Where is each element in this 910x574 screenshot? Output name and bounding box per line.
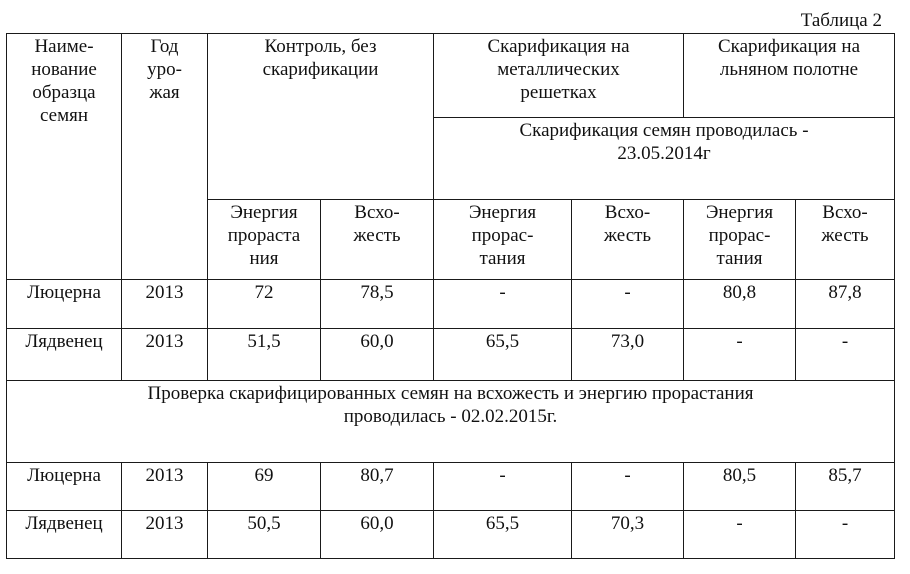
cell: 65,5 xyxy=(434,511,572,559)
cell: - xyxy=(434,463,572,511)
cell: 87,8 xyxy=(796,280,895,329)
header-harvest-year: Год уро- жая xyxy=(122,34,208,280)
header-linen-scarification: Скарификация на льняном полотне xyxy=(684,34,895,118)
cell: 2013 xyxy=(122,280,208,329)
cell: - xyxy=(796,329,895,381)
cell: 72 xyxy=(208,280,321,329)
cell: 60,0 xyxy=(321,511,434,559)
cell: 2013 xyxy=(122,329,208,381)
cell: - xyxy=(684,511,796,559)
cell: 80,7 xyxy=(321,463,434,511)
cell: 51,5 xyxy=(208,329,321,381)
header-control-energy: Энергия прораста ния xyxy=(208,200,321,280)
header-metal-germination: Всхо- жесть xyxy=(572,200,684,280)
cell: 50,5 xyxy=(208,511,321,559)
cell: Люцерна xyxy=(7,280,122,329)
cell: 78,5 xyxy=(321,280,434,329)
cell: 80,8 xyxy=(684,280,796,329)
scarification-date-note: Скарификация семян проводилась - 23.05.2014г xyxy=(434,118,895,200)
cell: 70,3 xyxy=(572,511,684,559)
header-metal-scarification: Скарификация на металлических решетках xyxy=(434,34,684,118)
table-row xyxy=(7,329,895,381)
cell: Лядвенец xyxy=(7,329,122,381)
cell: 2013 xyxy=(122,463,208,511)
cell: 65,5 xyxy=(434,329,572,381)
germination-check-note: Проверка скарифицированных семян на всхожесть и энергию прорастания проводилась - 02.02.2015г. xyxy=(7,381,895,463)
cell: Лядвенец xyxy=(7,511,122,559)
header-linen-germination: Всхо- жесть xyxy=(796,200,895,280)
cell: Люцерна xyxy=(7,463,122,511)
header-control: Контроль, без скарификации xyxy=(208,34,434,200)
cell: 80,5 xyxy=(684,463,796,511)
table-row xyxy=(7,511,895,559)
table-caption: Таблица 2 xyxy=(800,10,882,31)
header-linen-energy: Энергия прорас- тания xyxy=(684,200,796,280)
header-metal-energy: Энергия прорас- тания xyxy=(434,200,572,280)
cell: 73,0 xyxy=(572,329,684,381)
cell: 85,7 xyxy=(796,463,895,511)
cell: - xyxy=(434,280,572,329)
header-control-germination: Всхо- жесть xyxy=(321,200,434,280)
data-table xyxy=(6,33,895,559)
cell: 69 xyxy=(208,463,321,511)
cell: 60,0 xyxy=(321,329,434,381)
table-row xyxy=(7,280,895,329)
cell: - xyxy=(684,329,796,381)
cell: - xyxy=(572,463,684,511)
cell: - xyxy=(572,280,684,329)
header-sample-name: Наиме- нование образца семян xyxy=(7,34,122,280)
cell: 2013 xyxy=(122,511,208,559)
table-row xyxy=(7,463,895,511)
cell: - xyxy=(796,511,895,559)
